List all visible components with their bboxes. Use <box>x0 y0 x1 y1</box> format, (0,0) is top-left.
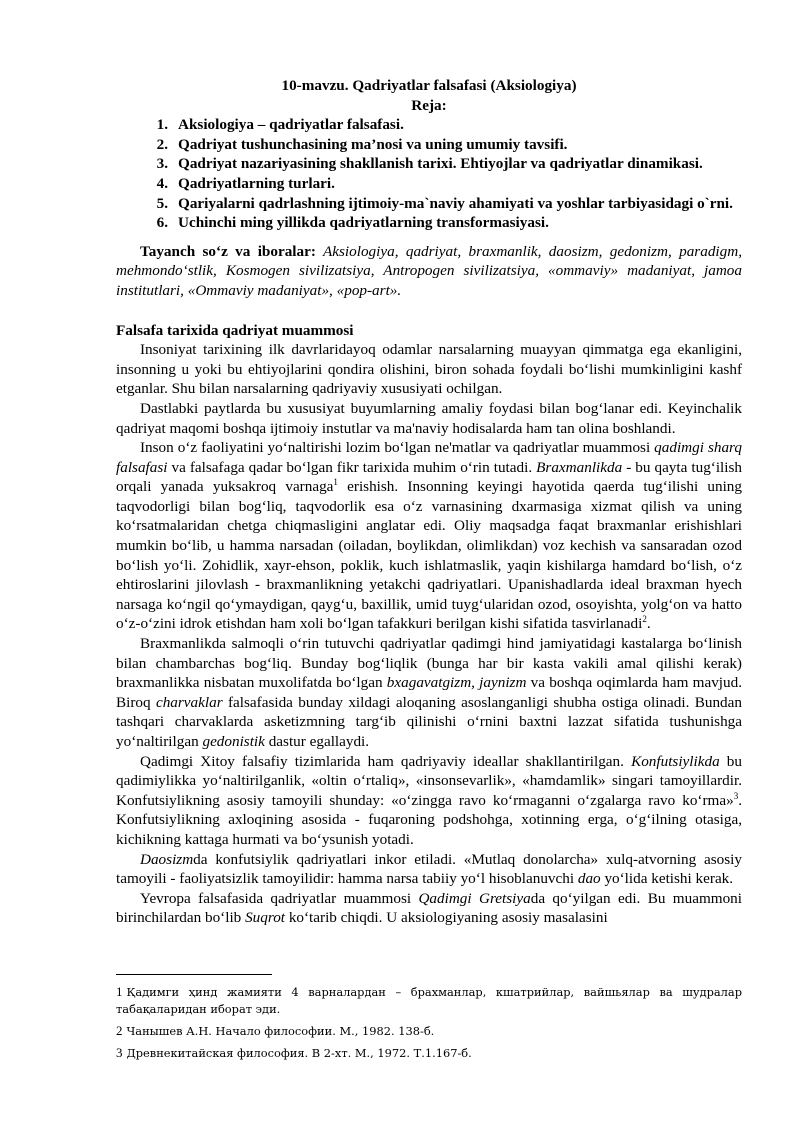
page-title: 10-mavzu. Qadriyatlar falsafasi (Aksiologiya) <box>281 77 577 94</box>
footnote-ref-1[interactable]: 1 <box>333 477 338 488</box>
paragraph-3: Inson o‘z faoliyatini yo‘naltirishi lozim bo‘lgan ne'matlar va qadriyatlar muammosi qadimgi sharq falsafasi va falsafaga qadar bo‘lgan fikr tarixida muhim o‘rin tutadi. Braxmanlikda - bu qayta tug‘ilish orqali yanada yuksakroq varnaga$^1$ erishish. Insonning keyingi hayotida qaerda tug‘ilishi uning taqvodorligi bilan bog‘liq, taqvodorlik esa o‘z varnasining dxarmasiga xizmat qilish va uning ko‘rsatmalaridan chetga chiqmasligini anglatar edi. Oliy maqsadga faqat braxmanlar erishishlari mumkin bo‘lib, u hamma narsadan (oiladan, boylikdan, olimlikdan) voz kechish va sansaradan ozod bo‘lish yo‘li. Zohidlik, xayr-ehson, poklik, kuch ishlatmaslik, yaqin kishilarga hamdard bo‘lish, o‘z ehtiroslarini jilovlash - braxmanlikning yetakchi qadriyatlari. Upanishadlarda ideal braxman hyech narsaga ko‘ngil qo‘ymaydigan, qayg‘u, baxillik, umid tuyg‘ularidan ozod, osoyishta, yolg‘on va hatto o‘z-o‘zini idrok etishdan ham xoli bo‘lgan tafakkuri berilgan kishi sifatida tasvirlanadi$^2$. <box>116 439 743 633</box>
section-heading: Falsafa tarixida qadriyat muammosi <box>116 321 354 339</box>
footnote-2: 2 Чанышев А.Н. Начало философии. М., 1982. 138-б. <box>116 1023 435 1038</box>
footnote-ref-2[interactable]: 2 <box>642 614 647 625</box>
keywords-paragraph <box>116 242 742 301</box>
paragraph-7: Yevropa falsafasida qadriyatlar muammosi Qadimgi Gretsiyada qo‘yilgan edi. Bu muammoni birinchilardan bo‘lib Suqrot ko‘tarib chiqdi. U aksiologiyaning asosiy masalasini <box>116 889 742 927</box>
footnotes-area <box>116 974 742 1066</box>
paragraph-6: Daosizmda konfutsiylik qadriyatlari inkor etiladi. «Mutlaq donolarcha» xulq-atvorning asosiy tamoyili - faoliyatsizlik tamoyilidir: hamma narsa tabiiy yo‘l hisoblanuvchi dao yo‘lida ketishi kerak. <box>116 850 742 888</box>
footnote-1: 1 Қадимги ҳинд жамияти 4 варналардан – брахманлар, кшатрийлар, вайшьялар ва шудралар табақаларидан иборат эди. <box>116 984 742 1016</box>
keywords-text: Aksiologiya, qadriyat, braxmanlik, daosizm, gedonizm, paradigm, mehmondo‘stlik, Kosmogen sivilizatsiya, Antropogen sivilizatsiya, «ommaviy» madaniyat, jamoa institutlari, «Ommaviy madaniyat», «pop-art». <box>116 242 742 299</box>
plan-item: 1. Aksiologiya – qadriyatlar falsafasi. <box>156 116 404 134</box>
paragraph-4: Braxmanlikda salmoqli o‘rin tutuvchi qadriyatlar qadimgi hind jamiyatidagi kastalarga bo‘linish bilan chambarchas bog‘liq. Bunday bog‘liqlik (bunga har bir kasta vakili amal qilishi kerak) braxmanlikka nisbatan muxolifatda bo‘lgan bxagavatgizm, jaynizm va boshqa oqimlarda ham mavjud. Biroq charvaklar falsafasida bunday xildagi aloqaning asoslanganligi shubha ostiga olinadi. Bundan tashqari charvaklarda asketizmning targ‘ib qilinishi o‘rnini baxtni lazzat sifatida tushunishga yo‘naltirilgan gedonistik dastur egallaydi. <box>116 635 742 750</box>
plan-heading: Reja: <box>411 96 447 114</box>
keywords-label: Tayanch so‘z va iboralar: <box>140 242 316 260</box>
plan-item: 4. Qadriyatlarning turlari. <box>156 174 335 192</box>
paragraph-2: Dastlabki paytlarda bu xususiyat buyumlarning amaliy foydasi bilan bog‘lanar edi. Keyinchalik qadriyat maqomi boshqa ijtimoiy instutlar va ma'naviy hodisalarda ham tan olina boshlandi. <box>116 399 742 437</box>
paragraph-5: Qadimgi Xitoy falsafiy tizimlarida ham qadriyaviy ideallar shakllantirilgan. Konfutsiylikda bu qadimiylikka yo‘naltirilganlik, «oltin o‘rtaliq», «insonsevarlik», «hamdamlik» singari tamoyillardir. Konfutsiylikning asosiy tamoyili shunday: «o‘zingga ravo ko‘rmaganni o‘zgalarga ravo ko‘rma»$^3$. Konfutsiylikning axloqining asosida - fuqaroning podshohga, xotinning erga, o‘g‘ilning otasiga, kichikning kattaga hurmati va bo‘ysunish yotadi. <box>116 752 742 848</box>
plan-item: 6. Uchinchi ming yillikda qadriyatlarning transformasiyasi. <box>156 214 549 232</box>
document-page <box>116 76 742 928</box>
plan-item: 2. Qadriyat tushunchasining ma’nosi va uning umumiy tavsifi. <box>156 135 568 153</box>
plan-list <box>116 115 742 233</box>
footnote-3: 3 Древнекитайская философия. В 2-хт. М., 1972. Т.1.167-б. <box>116 1045 472 1060</box>
plan-item: 3. Qadriyat nazariyasining shakllanish tarixi. Ehtiyojlar va qadriyatlar dinamikasi. <box>156 155 703 173</box>
paragraph-1: Insoniyat tarixining ilk davrlaridayoq odamlar narsalarning muayyan qimmatga ega ekanligini, insonning u yoki bu ehtiyojlarini qondira olishini, biron sohada foydali bo‘lishi mumkinligini kashf etganlar. Shu bilan narsalarning qadriyaviy xususiyati ochilgan. <box>116 341 742 398</box>
footnote-separator <box>116 974 272 975</box>
plan-item: 5. Qariyalarni qadrlashning ijtimoiy-ma`naviy ahamiyati va yoshlar tarbiyasidagi o`rni. <box>156 194 733 212</box>
footnote-ref-3[interactable]: 3 <box>733 790 739 801</box>
